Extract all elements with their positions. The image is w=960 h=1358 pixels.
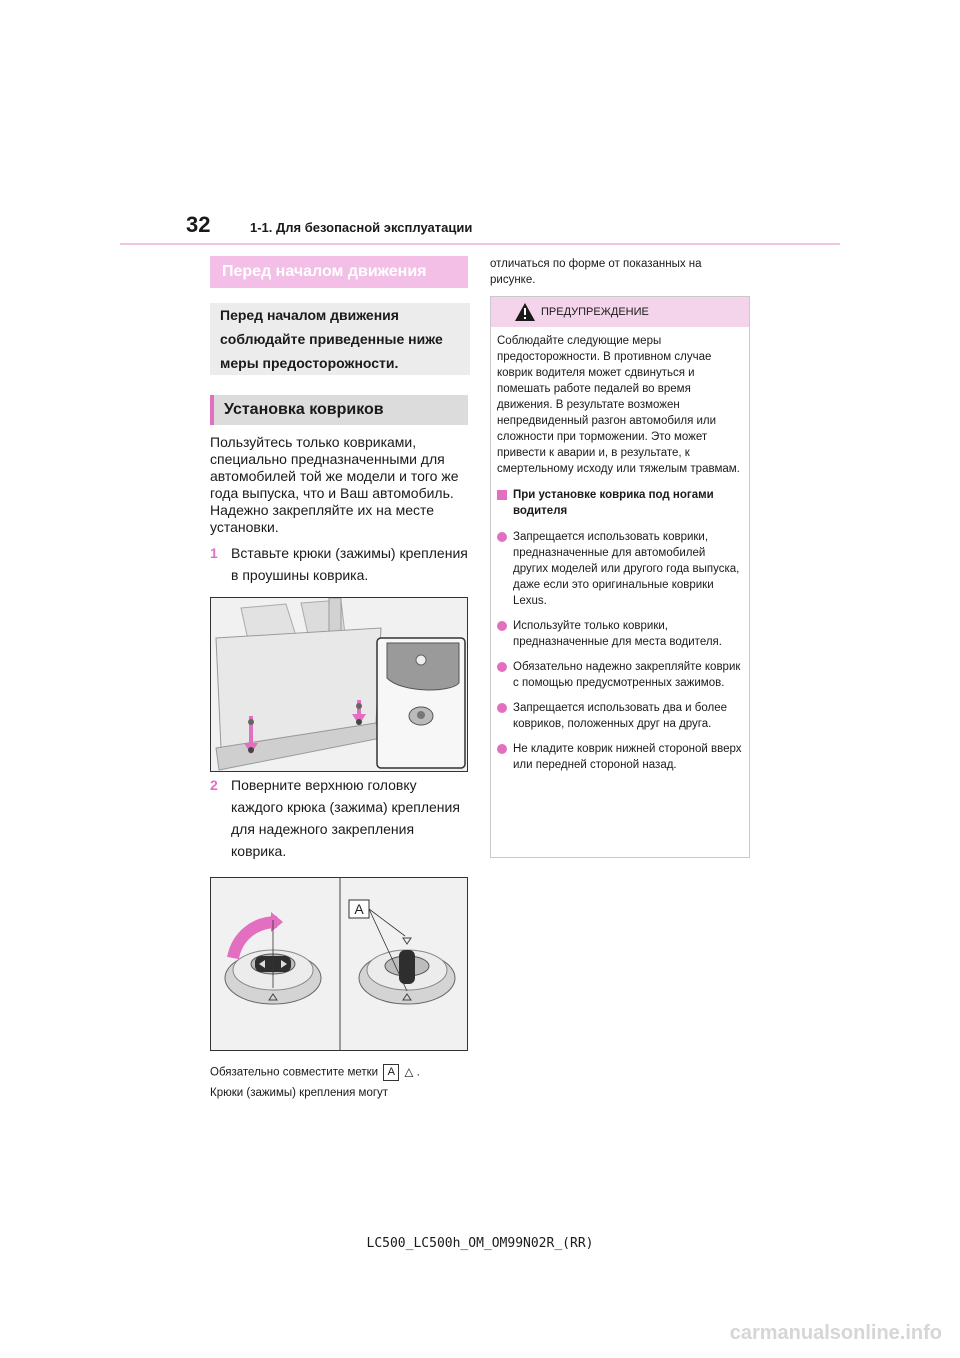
page-number: 32 [186, 212, 211, 237]
floor-mat-figure [210, 597, 468, 772]
bullet-text: Используйте только коврики, предназначенные для места водителя. [513, 620, 722, 648]
section-bar: Перед началом движения [210, 256, 468, 288]
hook-rotation-figure [210, 877, 468, 1051]
warning-box [490, 296, 750, 858]
warning-subtitle-text: При установке коврика под ногами водителя [513, 489, 714, 517]
floor-mat-illustration [211, 598, 468, 772]
watermark: carmanualsonline.info [729, 1322, 942, 1344]
circle-bullet-icon [497, 621, 507, 631]
square-bullet-icon [497, 490, 507, 500]
bullet-text: Запрещается использовать два и более ковриков, положенных друг на друга. [513, 702, 728, 730]
body-text: Пользуйтесь только ковриками, специально предназначенными для автомобилей той же модели и того же года выпуска, что и Ваш автомобиль. Надежно закрепляйте их на месте установки. [210, 434, 459, 535]
warning-bullet [497, 700, 743, 732]
intro-line: меры предосторожности. [220, 355, 399, 371]
warning-body [491, 327, 749, 773]
caption-hooks-shape: Крюки (зажимы) крепления могут [210, 1087, 389, 1099]
caption-label-box: A [383, 1064, 399, 1081]
warning-bullet [497, 659, 743, 691]
triangle-mark-icon: △ [404, 1066, 414, 1079]
warning-title: ПРЕДУПРЕЖДЕНИЕ [541, 306, 649, 318]
step-2 [210, 774, 470, 862]
document-code: LC500_LC500h_OM_OM99N02R_(RR) [366, 1236, 594, 1251]
section-title: 1-1. Для безопасной эксплуатации [250, 220, 473, 235]
warning-intro: Соблюдайте следующие меры предосторожности. В противном случае коврик водителя может сдвинуться и помешать работе педалей во время движения. В результате возможен непредвиденный разгон автомобиля или сложности при торможении. Это может привести к аварии и, в результате, к смертельному исходу или тяжелым травмам. [497, 335, 740, 475]
circle-bullet-icon [497, 662, 507, 672]
step-number: 1 [210, 545, 218, 561]
step-text: Поверните верхнюю головку каждого крюка (зажима) крепления для надежного закрепления коврика. [231, 777, 460, 859]
bullet-text: Не кладите коврик нижней стороной вверх или передней стороной назад. [513, 743, 742, 771]
caption-text: Обязательно совместите метки [210, 1066, 379, 1079]
circle-bullet-icon [497, 703, 507, 713]
warning-bullet [497, 741, 743, 773]
subheading: Установка ковриков [210, 395, 468, 425]
step-1 [210, 542, 470, 586]
warning-triangle-icon [515, 303, 535, 321]
circle-bullet-icon [497, 532, 507, 542]
warning-bullet [497, 618, 743, 650]
warning-subtitle [497, 487, 743, 519]
bullet-text: Запрещается использовать коврики, предназначенные для автомобилей других моделей или другого года выпуска, даже если это оригинальные коврики Lexus. [513, 531, 740, 607]
figure-label: A [354, 901, 364, 917]
bullet-text: Обязательно надежно закрепляйте коврик с помощью предусмотренных зажимов. [513, 661, 741, 689]
warning-bullet [497, 529, 743, 609]
step-text: Вставьте крюки (зажимы) крепления в проушины коврика. [231, 545, 468, 583]
hook-rotation-illustration [211, 878, 468, 1051]
caption-align-marks [210, 1064, 420, 1081]
circle-bullet-icon [497, 744, 507, 754]
continuation-text: отличаться по форме от показанных на рисунке. [490, 258, 702, 286]
warning-header [491, 297, 749, 327]
step-number: 2 [210, 777, 218, 793]
caption-end: . [416, 1066, 420, 1079]
header-rule [120, 243, 840, 245]
intro-line: соблюдайте приведенные ниже [220, 331, 443, 347]
intro-line: Перед началом движения [220, 307, 399, 323]
intro-box [210, 303, 470, 375]
